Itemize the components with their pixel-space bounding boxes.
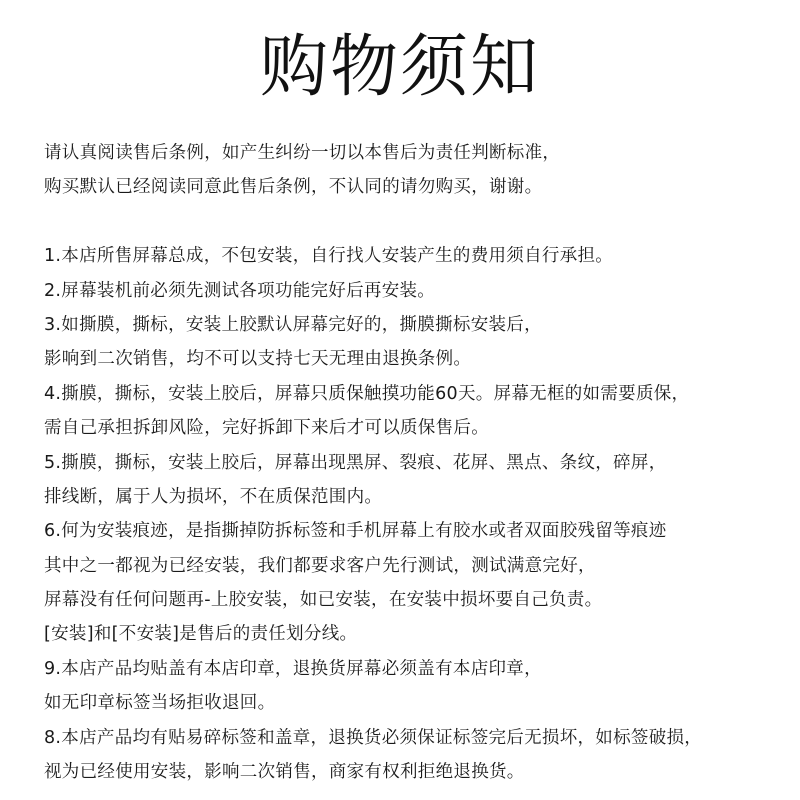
rule-line: 如无印章标签当场拒收退回。	[44, 693, 276, 714]
paragraph-gap	[44, 205, 784, 239]
rule-line: 8.本店产品均有贴易碎标签和盖章，退换货必须保证标签完后无损坏，如标签破损，	[44, 727, 703, 748]
rule-line: 屏幕没有任何问题再-上胶安装，如已安装，在安装中损坏要自己负责。	[44, 590, 603, 611]
rule-line: 视为已经使用安装，影响二次销售，商家有权利拒绝退换货。	[44, 762, 525, 783]
rule-line: 4.撕膜，撕标，安装上胶后，屏幕只质保触摸功能60天。屏幕无框的如需要质保，	[44, 383, 690, 404]
rule-line: 2.屏幕装机前必须先测试各项功能完好后再安装。	[44, 280, 436, 301]
notice-content	[44, 136, 784, 789]
page-title: 购物须知	[259, 28, 540, 107]
intro-line: 购买默认已经阅读同意此售后条例，不认同的请勿购买，谢谢。	[44, 177, 543, 198]
rule-line: 1.本店所售屏幕总成，不包安装，自行找人安装产生的费用须自行承担。	[44, 246, 614, 267]
rule-line: 需自己承担拆卸风险，完好拆卸下来后才可以质保售后。	[44, 418, 489, 439]
rule-line: 9.本店产品均贴盖有本店印章，退换货屏幕必须盖有本店印章，	[44, 658, 542, 679]
rule-line: 6.何为安装痕迹，是指撕掉防拆标签和手机屏幕上有胶水或者双面胶残留等痕迹	[44, 521, 667, 542]
rule-line: 其中之一都视为已经安装，我们都要求客户先行测试，测试满意完好，	[44, 555, 596, 576]
rule-line: [安装]和[不安装]是售后的责任划分线。	[44, 624, 358, 645]
rule-line: 排线断，属于人为损坏，不在质保范围内。	[44, 486, 383, 507]
rule-line: 影响到二次销售，均不可以支持七天无理由退换条例。	[44, 349, 472, 370]
rule-line: 5.撕膜，撕标，安装上胶后，屏幕出现黑屏、裂痕、花屏、黑点、条纹，碎屏，	[44, 452, 667, 473]
intro-line: 请认真阅读售后条例，如产生纠纷一切以本售后为责任判断标准，	[44, 143, 561, 163]
rule-line: 3.如撕膜，撕标，安装上胶默认屏幕完好的，撕膜撕标安装后，	[44, 314, 542, 335]
